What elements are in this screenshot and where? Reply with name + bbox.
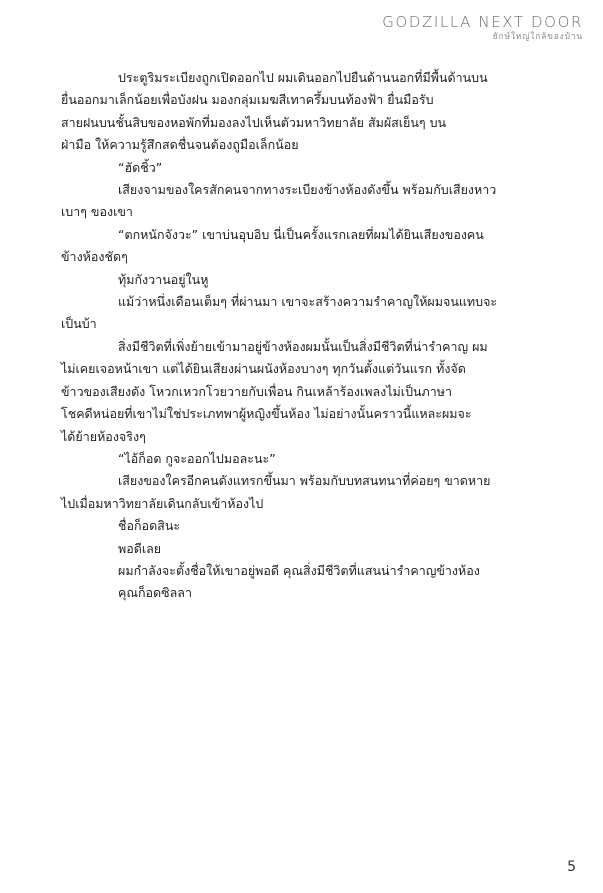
paragraph: ผมกำลังจะตั้งชื่อให้เขาอยู่พอดี คุณสิ่งมีชีวิตที่แสนน่ารำคาญข้างห้อง [118, 562, 480, 578]
page-body [61, 67, 545, 605]
running-header [382, 14, 583, 42]
paragraph: ชื่อก็อดสินะ [118, 518, 181, 534]
paragraph: แม้ว่าหนึ่งเดือนเต็มๆ ที่ผ่านมา เขาจะสร้างความรำคาญให้ผมจนแทบจะ เป็นบ้า [61, 294, 498, 332]
book-subtitle: ยักษ์ใหญ่ใกล้ของบ้าน [492, 32, 583, 42]
paragraph: เสียงจามของใครสักคนจากทางระเบียงข้างห้องดังขึ้น พร้อมกับเสียงหาว เบาๆ ของเขา [61, 182, 497, 220]
paragraph: สิ่งมีชีวิตที่เพิ่งย้ายเข้ามาอยู่ข้างห้องผมนั้นเป็นสิ่งมีชีวิตที่น่ารำคาญ ผม ไม่เคยเจอหน้าเขา แต่ได้ยินเสียงผ่านผนังห้องบางๆ ทุกวันตั้งแต่วันแรก ทั้งจัด ข้าวของเสียงดัง โหวกเหวกโวยวายกับเพื่อน กินเหล้าร้องเพลงไม่เป็นภาษา โชคดีหน่อยที่เขาไม่ใช่ประเภทพาผู้หญิงขึ้นห้อง ไม่อย่างนั้นคราวนี้แหละผมจะ ได้ย้ายห้องจริงๆ [61, 338, 488, 444]
paragraph: พอดีเลย [118, 540, 162, 556]
paragraph: ทุ้มกังวานอยู่ในหู [118, 271, 209, 287]
book-title: GODZILLA NEXT DOOR [382, 13, 583, 31]
page-number: 5 [567, 859, 576, 875]
paragraph: ประตูริมระเบียงถูกเปิดออกไป ผมเดินออกไปยืนด้านนอกที่มีพื้นด้านบน ยื่นออกมาเล็กน้อยเพื่อบังฝน มองกลุ่มเมฆสีเทาครึ้มบนท้องฟ้า ยื่นมือรับ สายฝนบนชั้นสิบของหอพักที่มองลงไปเห็นตัวมหาวิทยาลัย สัมผัสเย็นๆ บน ฝ่ามือ ให้ความรู้สึกสดชื่นจนต้องถูมือเล็กน้อย [61, 70, 488, 153]
paragraph: เสียงของใครอีกคนดังแทรกขึ้นมา พร้อมกับบทสนทนาที่ค่อยๆ ขาดหาย ไปเมื่อมหาวิทยาลัยเดินกลับเข้าห้องไป [61, 473, 491, 511]
paragraph: “ตกหนักจังวะ” เขาบ่นอุบอิบ นี่เป็นครั้งแรกเลยที่ผมได้ยินเสียงของคน ข้างห้องชัดๆ [61, 226, 484, 265]
paragraph: “ไอ้ก็อด กูจะออกไปมอละนะ” [118, 450, 276, 466]
paragraph: “ฮัดชิ้ว” [118, 159, 163, 175]
paragraph: คุณก็อดซิลลา [118, 585, 192, 601]
